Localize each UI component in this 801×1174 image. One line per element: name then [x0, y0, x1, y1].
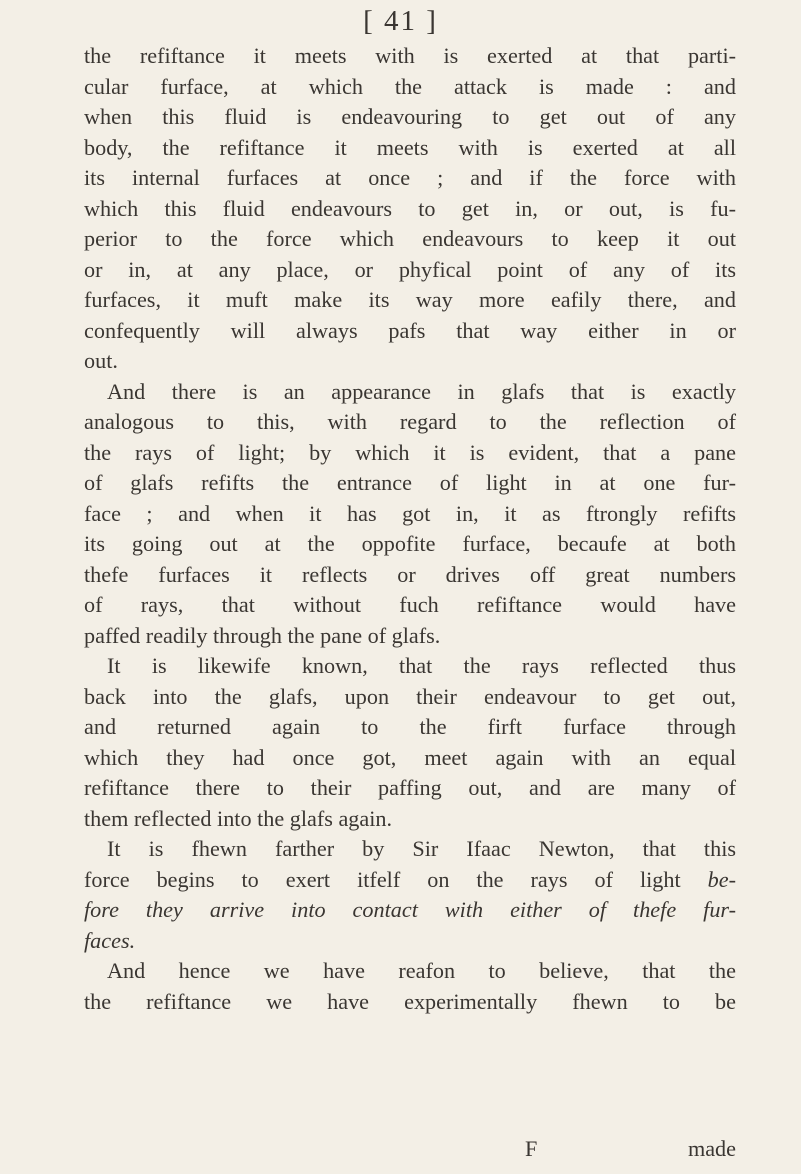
- text-line: face ; and when it has got in, it as ftrongly refifts: [84, 500, 736, 526]
- text-line: its going out at the oppofite furface, becaufe at both: [84, 531, 736, 556]
- text-line: refiftance there to their paffing out, and are many of: [84, 775, 736, 800]
- text-line: confequently will always pafs that way either in or: [84, 317, 736, 343]
- text-line: perior to the force which endeavours to keep it out: [84, 226, 736, 251]
- text-line: when this fluid is endeavouring to get out of any: [84, 104, 736, 129]
- text-line: which they had once got, meet again with an equal: [84, 744, 736, 770]
- text-line: the refiftance it meets with is exerted at that parti-: [84, 43, 736, 68]
- paragraph-start-line: And there is an appearance in glafs that is exactly: [107, 378, 736, 404]
- body-text: [84, 41, 736, 1017]
- text-line: back into the glafs, upon their endeavour to get out,: [84, 683, 736, 709]
- catchword: made: [687, 1136, 736, 1161]
- text-line: of glafs refifts the entrance of light in at one fur-: [84, 470, 736, 495]
- paragraph-start-line: It is fhewn farther by Sir Ifaac Newton, that this: [107, 836, 736, 861]
- text-line: out.: [84, 348, 118, 373]
- text-line: them reflected into the glafs again.: [84, 805, 393, 831]
- italic-text-line: fore they arrive into contact with either of thefe fur-: [84, 897, 736, 922]
- text-line: its internal furfaces at once ; and if the force with: [84, 165, 736, 190]
- paragraph-start-line: It is likewife known, that the rays reflected thus: [107, 653, 736, 678]
- text-line: cular furface, at which the attack is made : and: [84, 73, 736, 99]
- page-number-header: [ 41 ]: [363, 5, 438, 37]
- paragraph-start-line: And hence we have reafon to believe, that the: [107, 958, 736, 983]
- text-line-roman: force begins to exert itfelf on the rays of light: [84, 866, 681, 892]
- text-line: the rays of light; by which it is evident, that a pane: [84, 439, 736, 465]
- text-line: thefe furfaces it reflects or drives off great numbers: [84, 561, 736, 587]
- italic-text-line: faces.: [84, 927, 136, 953]
- page-footer: [84, 1134, 736, 1165]
- text-line: and returned again to the firft furface through: [84, 714, 736, 739]
- signature-mark: F: [525, 1136, 538, 1161]
- text-line: analogous to this, with regard to the reflection of: [84, 409, 736, 434]
- text-line: body, the refiftance it meets with is exerted at all: [84, 134, 736, 160]
- text-line: of rays, that without fuch refiftance would have: [84, 592, 736, 617]
- text-line: the refiftance we have experimentally fhewn to be: [84, 988, 736, 1014]
- text-line: paffed readily through the pane of glafs.: [84, 622, 441, 648]
- italic-text: be-: [707, 866, 737, 892]
- text-line-mixed: [84, 865, 736, 896]
- text-line: or in, at any place, or phyfical point of any of its: [84, 256, 736, 282]
- text-line: furfaces, it muft make its way more eafily there, and: [84, 287, 736, 312]
- text-line: which this fluid endeavours to get in, or out, is fu-: [84, 195, 736, 221]
